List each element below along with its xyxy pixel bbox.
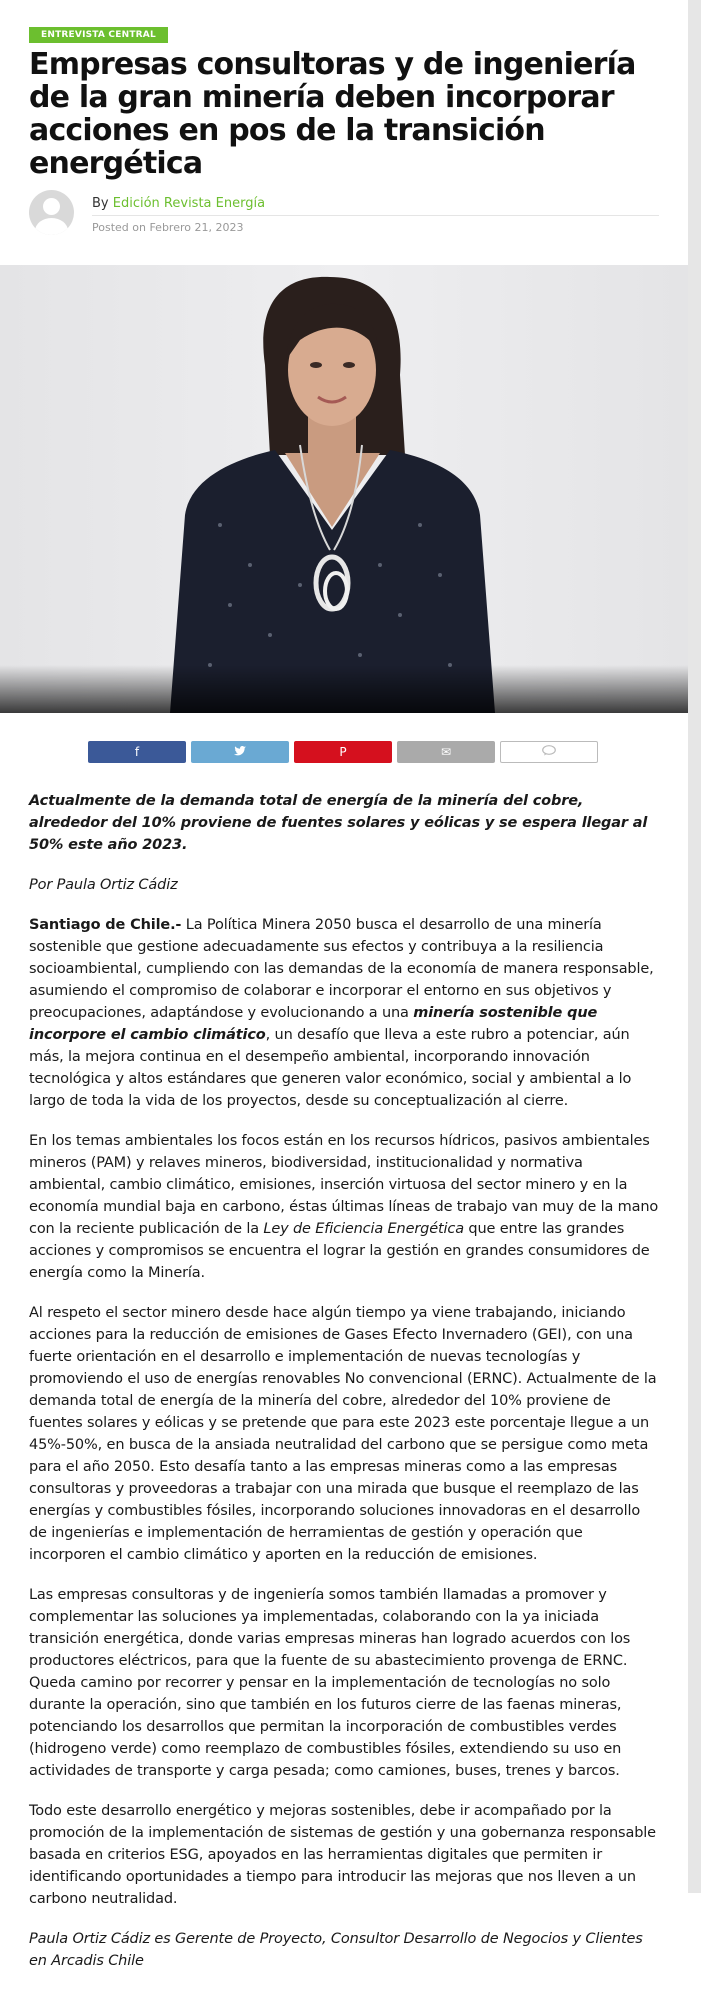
category-badge[interactable]: ENTREVISTA CENTRAL xyxy=(29,27,168,43)
facebook-share-button[interactable] xyxy=(88,741,186,763)
paragraph-2-text-a: En los temas ambientales los focos están en los recursos hídricos, pasivos ambientales mineros (PAM) y relaves mineros, biodiversidad, institucionalidad y normativa ambiental, cambio climático, emisiones, inserción virtuosa del sector minero y en la economía mundial baja en carbono, éstas últimas líneas de trabajo van muy de la mano con la reciente publicación de la xyxy=(29,1133,659,1237)
paragraph-2-text-b: que entre las grandes acciones y compromisos se encuentra el lograr la gestión en grandes consumidores de energía como la Minería. xyxy=(29,1221,650,1281)
paragraph-4: Las empresas consultoras y de ingeniería somos también llamadas a promover y complementar las soluciones ya implementadas, colaborando con la ya iniciada transición energética, donde varias empresas mineras han logrado acuerdos con los productores eléctricos, para que la fuente de su abastecimiento provenga de ERNC. Queda camino por recorrer y pensar en la implementación de tecnologías no solo durante la operación, sino que también en los futuros cierre de las faenas mineras, potenciando los desarrollos que permitan la incorporación de combustibles verdes (hidrogeno verde) como reemplazo de combustibles fósiles, extendiendo su uso en actividades de transporte y carga pesada; como camiones, buses, trenes y barcos. xyxy=(29,1587,631,1779)
comment-icon xyxy=(542,745,556,759)
paragraph-1 xyxy=(29,914,659,1112)
page-title: Empresas consultoras y de ingeniería de la gran minería deben incorporar acciones en pos de la transición energética xyxy=(29,47,636,181)
paragraph-1-text-b: , un desafío que lleva a este rubro a potenciar, aún más, la mejora continua en el desempeño ambiental, incorporando innovación tecnológica y altos estándares que generen valor económico, social y ambiental a lo largo de toda la vida de los proyectos, desde su conceptualización al cierre. xyxy=(29,1027,632,1109)
article-byline: Por Paula Ortiz Cádiz xyxy=(29,877,178,893)
scrollbar[interactable] xyxy=(688,0,701,1893)
dateline: Santiago de Chile.- xyxy=(29,917,182,933)
avatar-head-shape xyxy=(43,198,60,215)
avatar-body-shape xyxy=(35,218,68,235)
avatar xyxy=(29,190,74,235)
hero-photo-illustration xyxy=(0,265,688,713)
twitter-icon xyxy=(234,745,246,759)
paragraph-2-emphasis: Ley de Eficiencia Energética xyxy=(263,1221,464,1237)
author-signature: Paula Ortiz Cádiz es Gerente de Proyecto, Consultor Desarrollo de Negocios y Clientes en Arcadis Chile xyxy=(29,1931,643,1969)
byline xyxy=(92,196,265,211)
author-link[interactable]: Edición Revista Energía xyxy=(112,196,266,211)
pinterest-share-button[interactable] xyxy=(294,741,392,763)
paragraph-5: Todo este desarrollo energético y mejoras sostenibles, debe ir acompañado por la promoción de la implementación de sistemas de gestión y una gobernanza responsable basada en criterios ESG, apoyados en las herramientas digitales que permiten ir identificando oportunidades a tiempo para introducir las mejoras que nos lleven a un carbono neutralidad. xyxy=(29,1803,656,1907)
hero-photo xyxy=(0,265,688,713)
pinterest-icon: P xyxy=(339,745,347,759)
email-share-button[interactable] xyxy=(397,741,495,763)
facebook-icon: f xyxy=(134,745,140,759)
paragraph-2 xyxy=(29,1130,659,1284)
meta-divider xyxy=(92,215,659,216)
post-date: Posted on Febrero 21, 2023 xyxy=(92,221,244,234)
article-lead: Actualmente de la demanda total de energía de la minería del cobre, alrededor del 10% proviene de fuentes solares y eólicas y se espera llegar al 50% este año 2023. xyxy=(29,793,648,853)
article-body xyxy=(29,790,659,1990)
paragraph-1-text-a: La Política Minera 2050 busca el desarrollo de una minería sostenible que gestione adecuadamente sus efectos y contribuya a la resiliencia socioambiental, cumpliendo con las demandas de la economía de manera responsable, asumiendo el compromiso de colaborar e incorporar el entorno en sus objetivos y preocupaciones, adaptándose y evolucionando a una xyxy=(29,917,654,1021)
comment-button[interactable] xyxy=(500,741,598,763)
paragraph-3: Al respeto el sector minero desde hace algún tiempo ya viene trabajando, iniciando acciones para la reducción de emisiones de Gases Efecto Invernadero (GEI), con una fuerte orientación en el desarrollo e implementación de nuevas tecnologías y promoviendo el uso de energías renovables No convencional (ERNC). Actualmente de la demanda total de energía de la minería del cobre, alrededor del 10% proviene de fuentes solares y eólicas y se pretende que para este 2023 este porcentaje llegue a un 45%-50%, en busca de la ansiada neutralidad del carbono que se persigue como meta para el año 2050. Esto desafía tanto a las empresas mineras como a las empresas consultoras y proveedoras a trabajar con una mirada que busque el reemplazo de las energías y combustibles fósiles, incorporando soluciones innovadoras en el desarrollo de ingenierías e implementación de herramientas de gestión y operación que incorporen el cambio climático y aporten en la reducción de emisiones. xyxy=(29,1305,657,1563)
email-icon: ✉ xyxy=(440,745,452,759)
paragraph-1-emphasis: minería sostenible que incorpore el cambio climático xyxy=(29,1005,598,1043)
twitter-share-button[interactable] xyxy=(191,741,289,763)
by-label: By xyxy=(92,196,109,211)
